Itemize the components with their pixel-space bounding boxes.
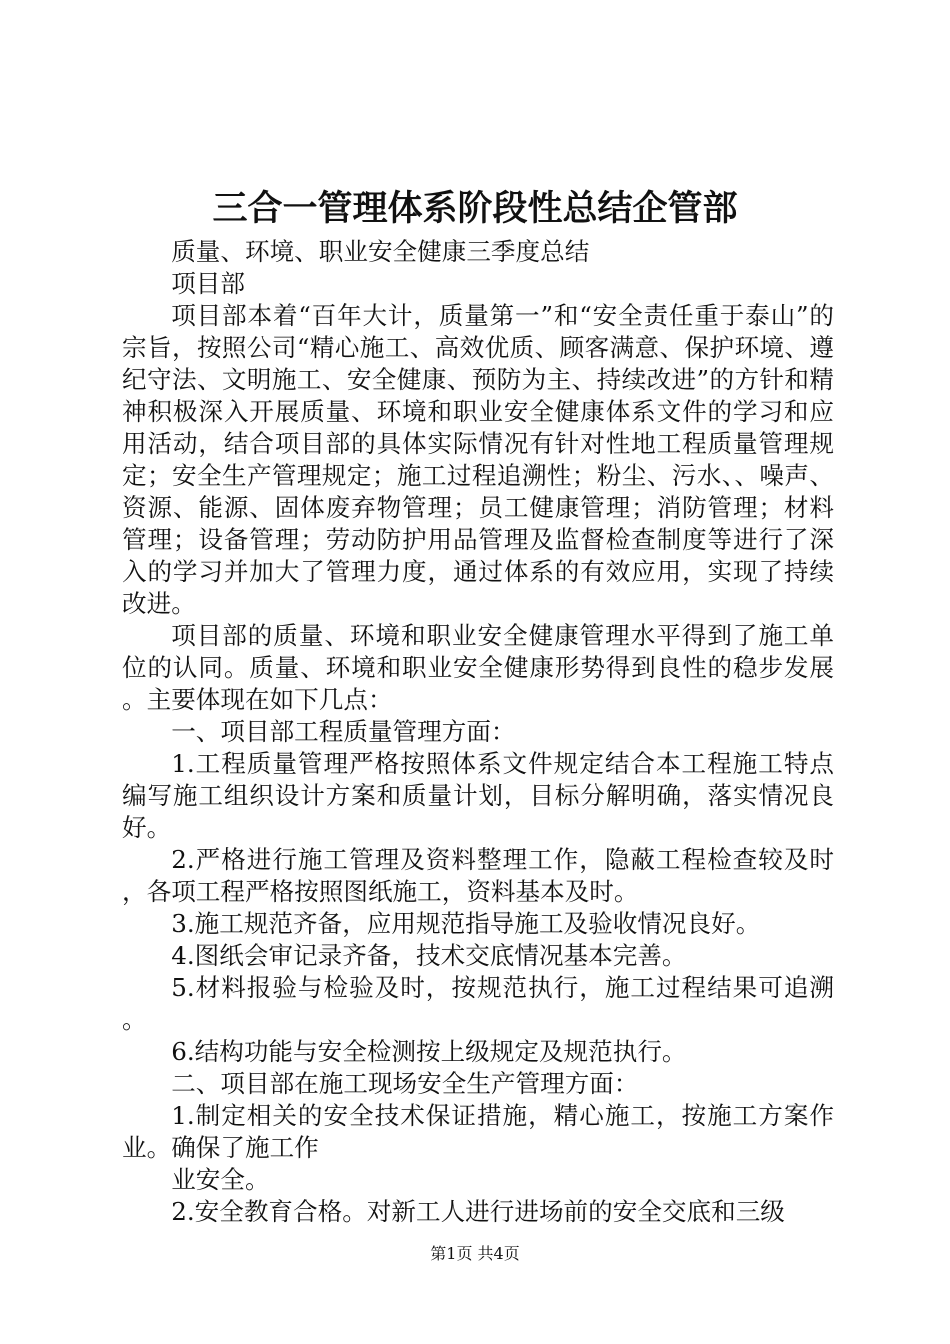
list-item: 4.图纸会审记录齐备，技术交底情况基本完善。	[171, 941, 687, 970]
list-item: 5.材料报验与检验及时，按规范执行，施工过程结果可追溯。	[122, 973, 834, 1034]
document-title: 三合一管理体系阶段性总结企管部	[212, 189, 738, 229]
list-item-continuation: 业安全。	[171, 1165, 270, 1194]
document-body	[122, 236, 834, 1228]
list-item: 1.制定相关的安全技术保证措施，精心施工，按施工方案作业。确保了施工作	[122, 1101, 834, 1162]
list-item: 2.安全教育合格。对新工人进行进场前的安全交底和三级	[171, 1197, 785, 1226]
department-paragraph: 项目部	[171, 269, 245, 298]
list-item: 6.结构功能与安全检测按上级规定及规范执行。	[171, 1037, 687, 1066]
page-indicator: 第1页 共4页	[430, 1244, 520, 1263]
list-item: 3.施工规范齐备，应用规范指导施工及验收情况良好。	[171, 909, 761, 938]
section-heading: 一、项目部工程质量管理方面：	[171, 717, 516, 746]
subtitle-paragraph: 质量、环境、职业安全健康三季度总结	[171, 237, 590, 266]
section-heading: 二、项目部在施工现场安全生产管理方面：	[171, 1069, 639, 1098]
list-item: 2.严格进行施工管理及资料整理工作，隐蔽工程检查较及时，各项工程严格按照图纸施工，资料基本及时。	[122, 845, 834, 906]
body-paragraph: 项目部本着“百年大计，质量第一”和“安全责任重于泰山”的宗旨，按照公司“精心施工、高效优质、顾客满意、保护环境、遵纪守法、文明施工、安全健康、预防为主、持续改进”的方针和精神积极深入开展质量、环境和职业安全健康体系文件的学习和应用活动，结合项目部的具体实际情况有针对性地工程质量管理规定；安全生产管理规定；施工过程追溯性；粉尘、污水、、噪声、资源、能源、固体废弃物管理；员工健康管理；消防管理；材料管理；设备管理；劳动防护用品管理及监督检查制度等进行了深入的学习并加大了管理力度，通过体系的有效应用，实现了持续改进。	[122, 301, 834, 618]
list-item: 1.工程质量管理严格按照体系文件规定结合本工程施工特点编写施工组织设计方案和质量计划，目标分解明确，落实情况良好。	[122, 749, 834, 842]
body-paragraph: 项目部的质量、环境和职业安全健康管理水平得到了施工单位的认同。质量、环境和职业安全健康形势得到良性的稳步发展。主要体现在如下几点：	[122, 621, 834, 714]
